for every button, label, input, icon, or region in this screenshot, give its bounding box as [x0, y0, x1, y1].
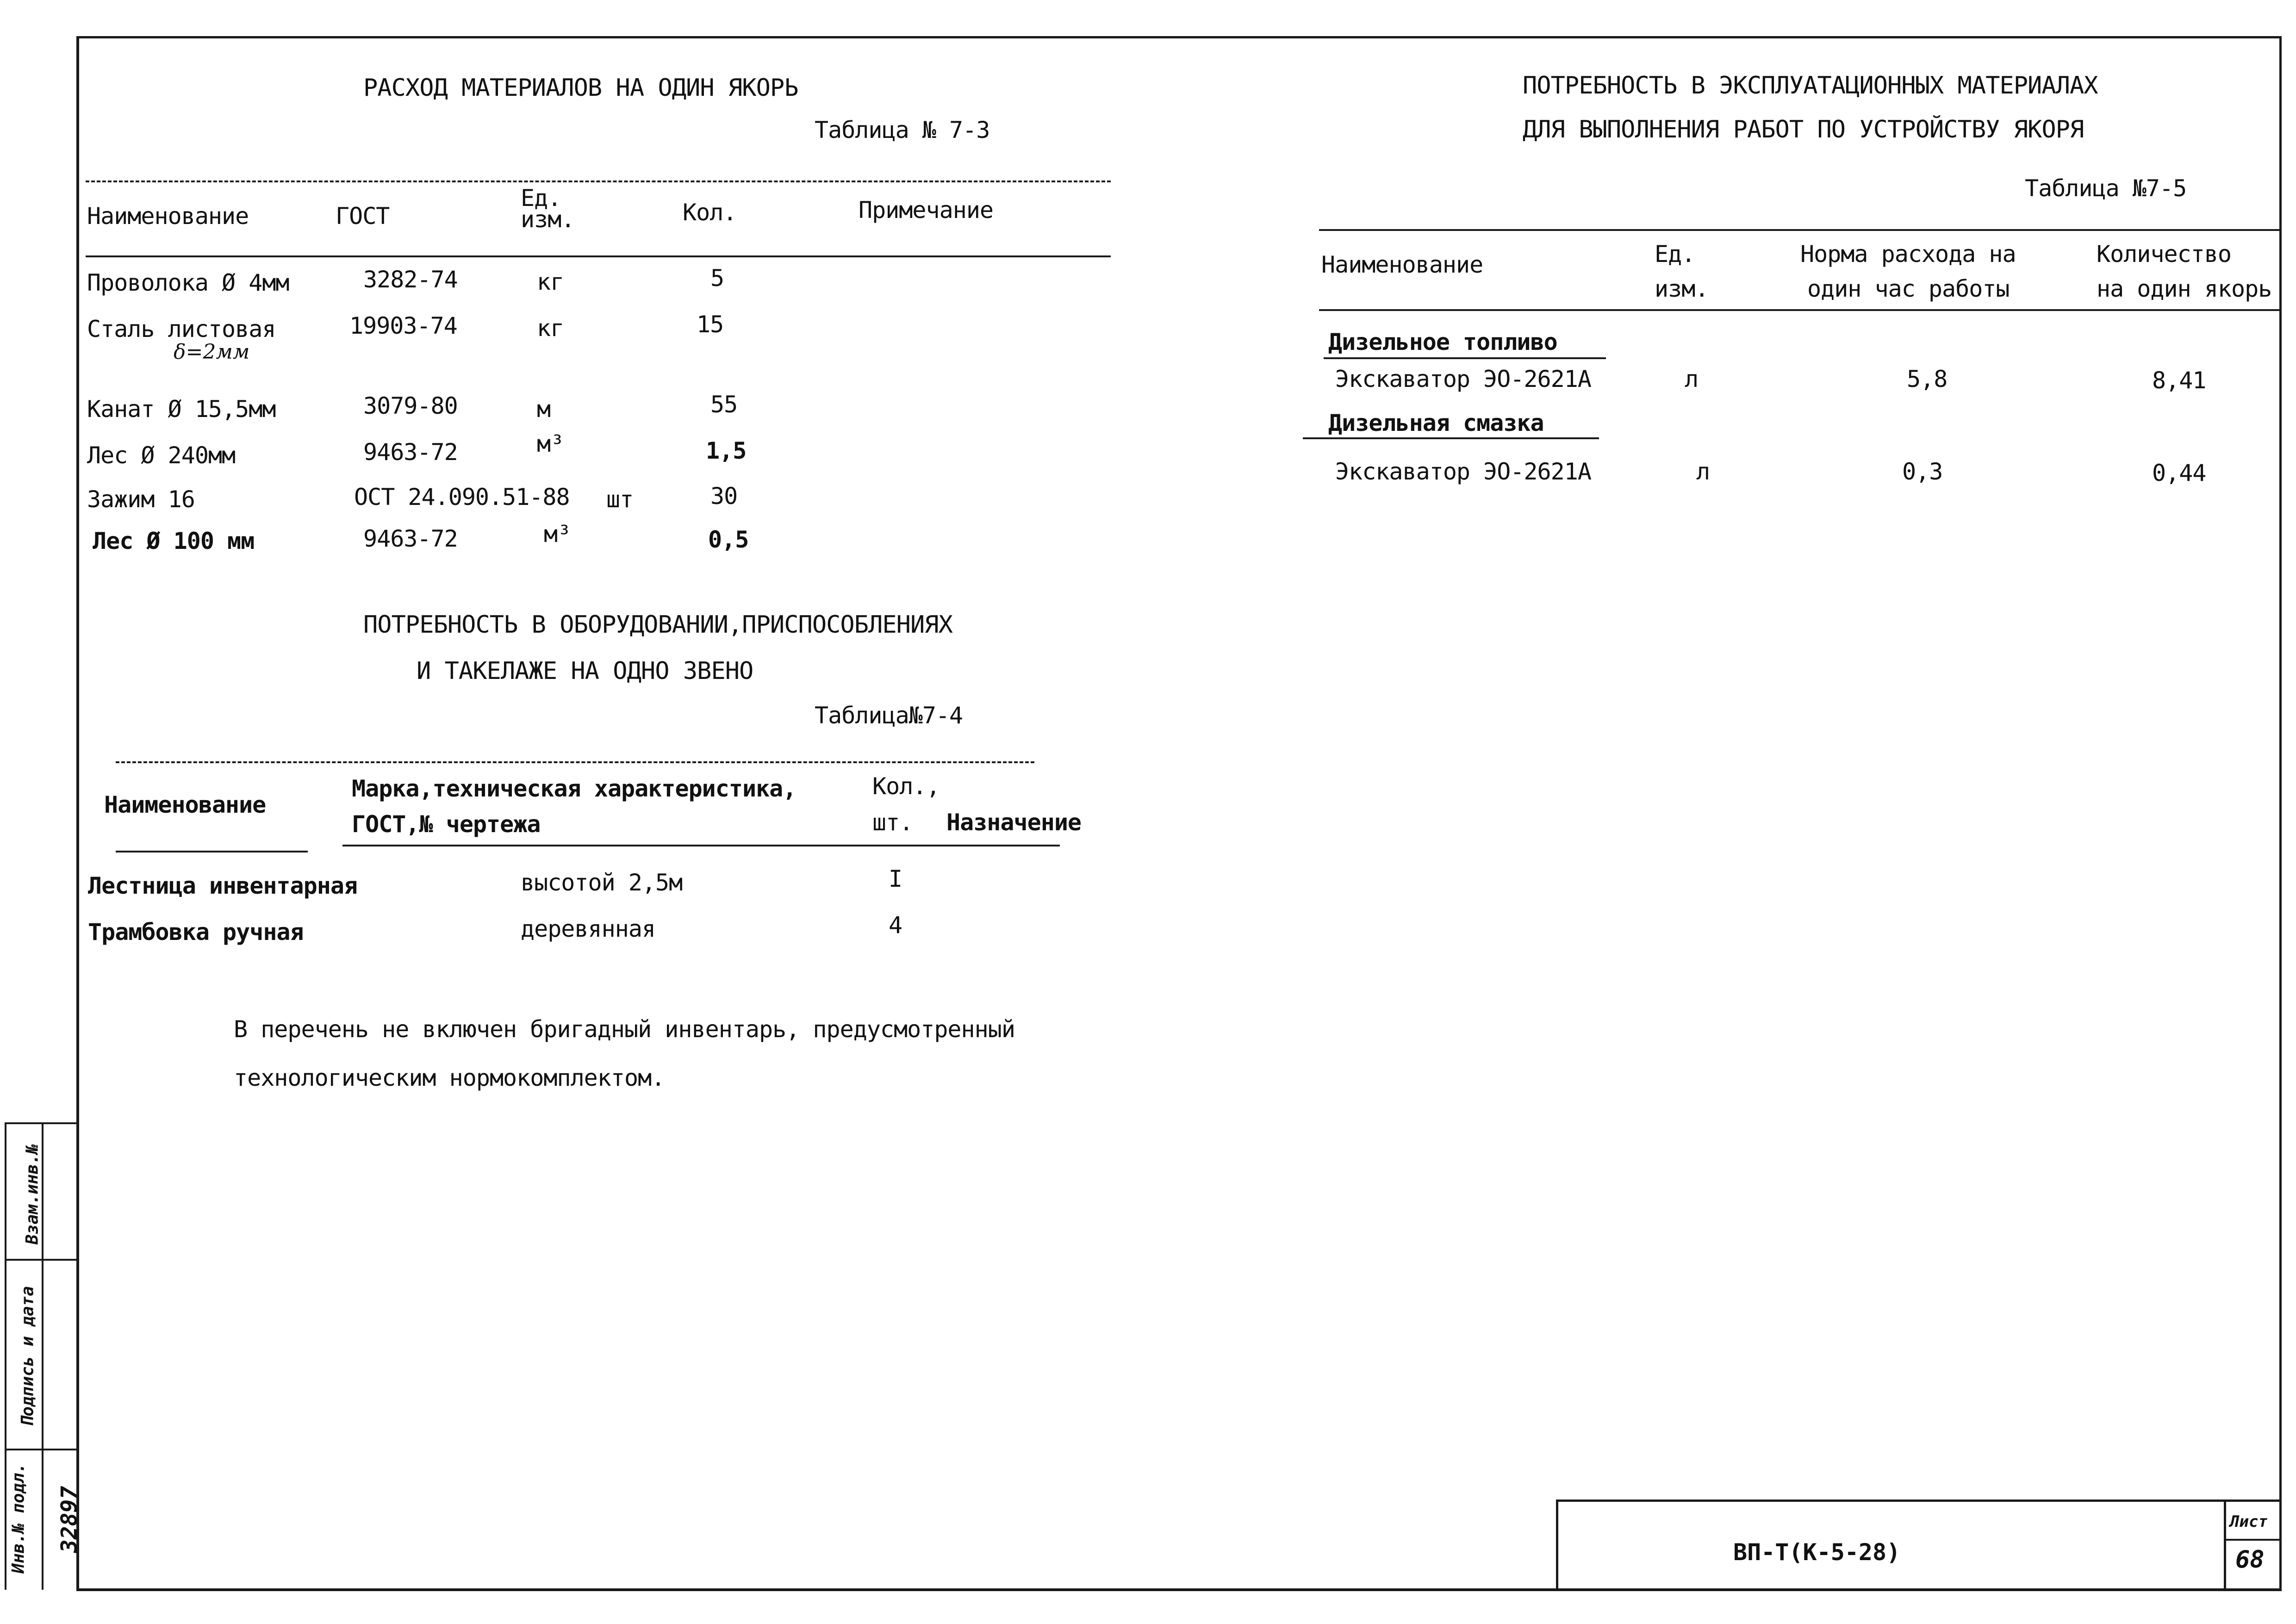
row-gost: 19903-74: [349, 312, 457, 339]
title-block-divider: [2224, 1500, 2226, 1590]
row-gost: 9463-72: [363, 525, 458, 552]
row-mark: деревянная: [521, 915, 656, 942]
group-norm: 0,3: [1902, 458, 1943, 485]
group-qty: 0,44: [2152, 460, 2206, 486]
table-7-4-header-name: Наименование: [104, 791, 266, 818]
footnote-line2: технологическим нормокомплектом.: [234, 1064, 665, 1091]
row-name: Трамбовка ручная: [88, 919, 304, 946]
row-name: Лес Ø 100 мм: [93, 528, 255, 554]
group-qty: 8,41: [2152, 367, 2206, 394]
frame-right: [2279, 36, 2282, 1591]
table-7-4-header-qty-line2: шт.: [872, 809, 913, 836]
row-name: Канат Ø 15,5мм: [87, 396, 276, 423]
group-unit: л: [1696, 458, 1710, 485]
table-7-4-header-purpose: Назначение: [946, 809, 1082, 836]
margin-sign-label: Подпись и дата: [18, 1286, 37, 1427]
group-title: Дизельная смазка: [1328, 410, 1544, 436]
table-7-5-header-rule: [1319, 309, 2279, 311]
table-7-3-header-note: Примечание: [859, 197, 994, 224]
table-7-4-header-mark-line1: Марка,техническая характеристика,: [352, 775, 796, 802]
table-7-3-header-qty: Кол.: [683, 199, 737, 226]
title-block-sheet-rule: [2224, 1539, 2282, 1541]
margin-stamp-left: [5, 1122, 6, 1590]
row-qty: I: [889, 865, 902, 892]
group-title: Дизельное топливо: [1328, 329, 1557, 355]
row-name: Сталь листовая: [87, 316, 276, 342]
table-7-5-caption: Таблица №7-5: [2025, 175, 2187, 202]
row-gost: 3079-80: [363, 392, 458, 419]
table-7-5-header-qty-line1: Количество: [2097, 241, 2232, 268]
row-unit: м: [537, 396, 551, 423]
table-7-4-top-rule: [116, 761, 1034, 763]
frame-top: [79, 36, 2282, 38]
table-7-4-title-line1: ПОТРЕБНОСТЬ В ОБОРУДОВАНИИ,ПРИСПОСОБЛЕНИЯХ: [363, 611, 952, 639]
margin-stamp-row1: [5, 1259, 79, 1261]
group-title-underline: [1303, 437, 1599, 439]
table-7-4-header-rule-left: [116, 851, 308, 852]
row-qty: 30: [710, 483, 738, 510]
row-gost: 9463-72: [363, 439, 458, 466]
row-qty: 1,5: [706, 437, 747, 464]
row-qty: 55: [710, 391, 738, 418]
document-code: ВП-Т(К-5-28): [1733, 1539, 1901, 1566]
table-7-4-caption: Таблица№7-4: [815, 702, 963, 729]
row-unit: м³: [544, 521, 571, 548]
table-7-5-header-unit-line2: изм.: [1655, 275, 1709, 302]
table-7-4-header-qty-line1: Кол.,: [872, 773, 940, 800]
row-qty: 4: [889, 912, 902, 939]
title-block-top: [1557, 1500, 2282, 1502]
table-7-5-header-qty-line2: на один якорь: [2097, 275, 2272, 302]
table-7-4-title-line2: И ТАКЕЛАЖЕ НА ОДНО ЗВЕНО: [417, 657, 753, 685]
table-7-3-header-rule: [86, 255, 1111, 257]
table-7-3-top-rule: [86, 180, 1111, 182]
group-unit: л: [1685, 366, 1699, 392]
row-unit: кг: [537, 268, 564, 295]
row-unit: м³: [537, 430, 564, 457]
row-qty: 5: [710, 265, 724, 292]
row-name: Зажим 16: [87, 486, 195, 513]
row-qty: 15: [697, 311, 724, 338]
row-qty: 0,5: [708, 526, 749, 553]
title-block-left: [1556, 1500, 1558, 1590]
margin-inv-number: 32897: [56, 1486, 82, 1553]
table-7-4-header-rule-right: [342, 845, 1060, 846]
row-gost: 3282-74: [363, 266, 458, 293]
row-name: Проволока Ø 4мм: [87, 269, 289, 296]
table-7-5-header-unit-line1: Ед.: [1655, 241, 1695, 268]
table-7-5-header-norm-line1: Норма расхода на: [1800, 241, 2016, 268]
row-unit: шт: [606, 486, 634, 513]
sheet-number: 68: [2235, 1546, 2265, 1574]
margin-inv-label: Инв.№ подл.: [9, 1463, 28, 1574]
group-title-underline: [1324, 357, 1606, 359]
group-item: Экскаватор ЭО-2621А: [1335, 458, 1591, 485]
frame-bottom: [76, 1588, 2282, 1591]
table-7-5-title-line2: ДЛЯ ВЫПОЛНЕНИЯ РАБОТ ПО УСТРОЙСТВУ ЯКОРЯ: [1523, 116, 2084, 143]
row-name: Лес Ø 240мм: [87, 442, 236, 469]
margin-swap-label: Взам.инв.№: [23, 1144, 42, 1244]
table-7-5-header-name: Наименование: [1321, 251, 1483, 278]
row-name: Лестница инвентарная: [88, 872, 358, 899]
sheet-label: Лист: [2230, 1512, 2268, 1531]
frame-left: [76, 36, 79, 1591]
row-unit: кг: [537, 315, 564, 342]
table-7-5-title-line1: ПОТРЕБНОСТЬ В ЭКСПЛУАТАЦИОННЫХ МАТЕРИАЛАХ: [1523, 72, 2098, 100]
group-item: Экскаватор ЭО-2621А: [1335, 366, 1591, 392]
group-norm: 5,8: [1907, 366, 1948, 392]
margin-stamp-col: [42, 1122, 44, 1590]
margin-stamp-row2: [5, 1449, 79, 1450]
row-mark: высотой 2,5м: [521, 869, 683, 896]
table-7-5-header-norm-line2: один час работы: [1807, 275, 2010, 302]
table-7-3-header-gost: ГОСТ: [336, 203, 390, 230]
table-7-5-top-rule: [1319, 229, 2279, 231]
table-7-3-header-unit: Ед. изм.: [521, 185, 575, 233]
table-7-4-header-mark-line2: ГОСТ,№ чертежа: [352, 811, 541, 838]
row-gost: ОСТ 24.090.51-88: [354, 484, 570, 510]
row-sub: δ=2мм: [174, 340, 250, 364]
table-7-3-caption: Таблица № 7-3: [815, 117, 990, 143]
footnote-line1: В перечень не включен бригадный инвентарь, предусмотренный: [234, 1016, 1015, 1043]
table-7-3-title: РАСХОД МАТЕРИАЛОВ НА ОДИН ЯКОРЬ: [363, 74, 798, 102]
table-7-3-header-name: Наименование: [87, 203, 249, 230]
